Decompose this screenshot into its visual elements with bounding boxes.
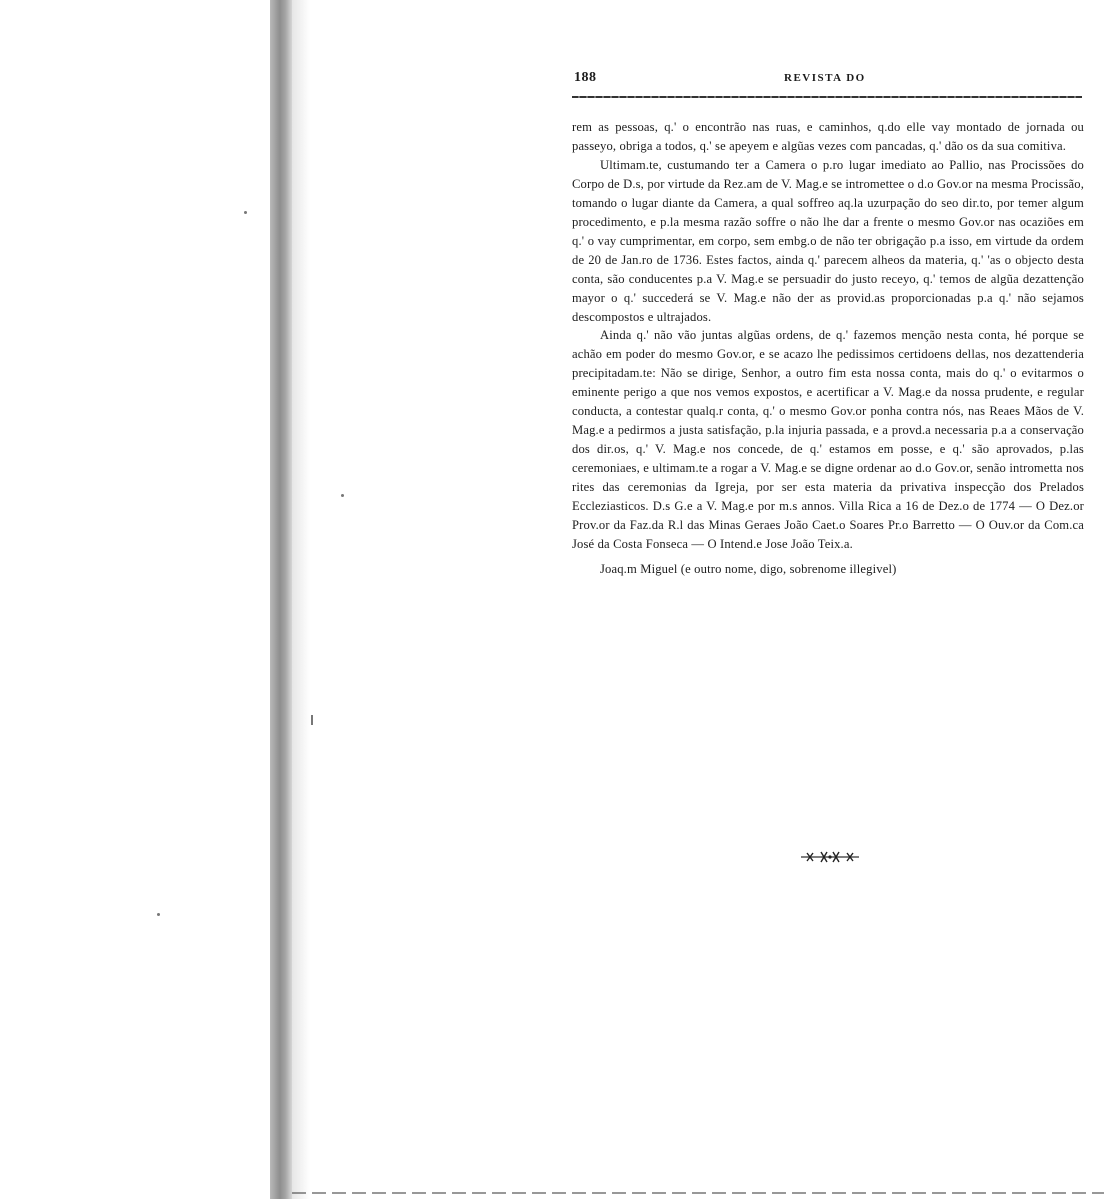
scan-speck <box>311 715 313 725</box>
scan-speck <box>341 494 344 497</box>
printed-page <box>566 68 1084 576</box>
paragraph: Ultimam.te, custumando ter a Camera o p.ro lugar imediato ao Pallio, nas Procissões do Corpo de D.s, por virtude da Rez.am de V. Mag.e se intromettee o d.o Gov.or na mesma Procissão, tomando o lugar diante da Camera, a qual soffreo aq.la uzurpação do seo dir.to, por temer algum procedimento, e p.la mesma razão soffre o não lhe dar a frente o mesmo Gov.or nas ocaziões em q.' o vay cumprimentar, em corpo, sem embg.o de não ter obrigação p.a isso, em virtude da ordem de 20 de Jan.ro de 1736. Estes factos, ainda q.' parecem alheos da materia, q.' 'as o objecto desta conta, são conducentes p.a V. Mag.e se persuadir do justo receyo, q.' temos de algũa dezattenção mayor o q.' succederá se V. Mag.e não der as provid.as proporcionadas p.a q.' não sejamos descompostos e ultrajados. <box>572 157 1084 324</box>
page-header <box>566 68 1084 88</box>
scan-speck <box>244 211 247 214</box>
page-number: 188 <box>574 70 597 85</box>
running-title: REVISTA DO <box>784 72 866 84</box>
printer-ornament-icon <box>799 851 861 863</box>
paragraph: rem as pessoas, q.' o encontrão nas ruas, e caminhos, q.do elle vay montado de jornada ou passeyo, obriga a todos, q.' se apeyem e algũas vezes com pancadas, q.' dão os da sua comitiva. <box>572 120 1084 153</box>
scan-speck <box>157 913 160 916</box>
page-bottom-edge <box>292 1192 1104 1194</box>
header-rule <box>572 96 1082 98</box>
body-text <box>572 118 1084 579</box>
paragraph: Ainda q.' não vão juntas algũas ordens, de q.' fazemos menção nesta conta, hé porque se achão em poder do mesmo Gov.or, e se acazo lhe pedissimos certidoens dellas, nos dezattenderia precipitadam.te: Não se dirige, Senhor, a outro fim esta nossa conta, mais do q.' o evitarmos o eminente perigo a que nos vemos expostos, e acertificar a V. Mag.e da nossa prudente, e regular conducta, a contestar qualq.r conta, q.' o mesmo Gov.or ponha contra nós, nas Reaes Mãos de V. Mag.e a pedirmos a justa satisfação, p.la injuria passada, e a provd.a necessaria p.a a conservação dos dir.os, q.' V. Mag.e nos concede, de q.' estamos em posse, e q.' são aprovados, p.las ceremoniaes, e ultimam.te a rogar a V. Mag.e se digne ordenar ao d.o Gov.or, senão intrometta nos rites das ceremonias da Igreja, por ser esta materia da privativa inspecção dos Prelados Eccleziasticos. D.s G.e a V. Mag.e por m.s annos. Villa Rica a 16 de Dez.o de 1774 — O Dez.or Prov.or da Faz.da R.l das Minas Geraes João Caet.o Soares Pr.o Barretto — O Ouv.or da Com.ca José da Costa Fonseca — O Intend.e Jose João Teix.a. <box>572 328 1084 551</box>
signature-line: Joaq.m Miguel (e outro nome, digo, sobrenome illegivel) <box>600 561 897 576</box>
gutter-shadow <box>292 0 310 1199</box>
book-gutter <box>270 0 292 1199</box>
blank-facing-page <box>0 0 272 1199</box>
